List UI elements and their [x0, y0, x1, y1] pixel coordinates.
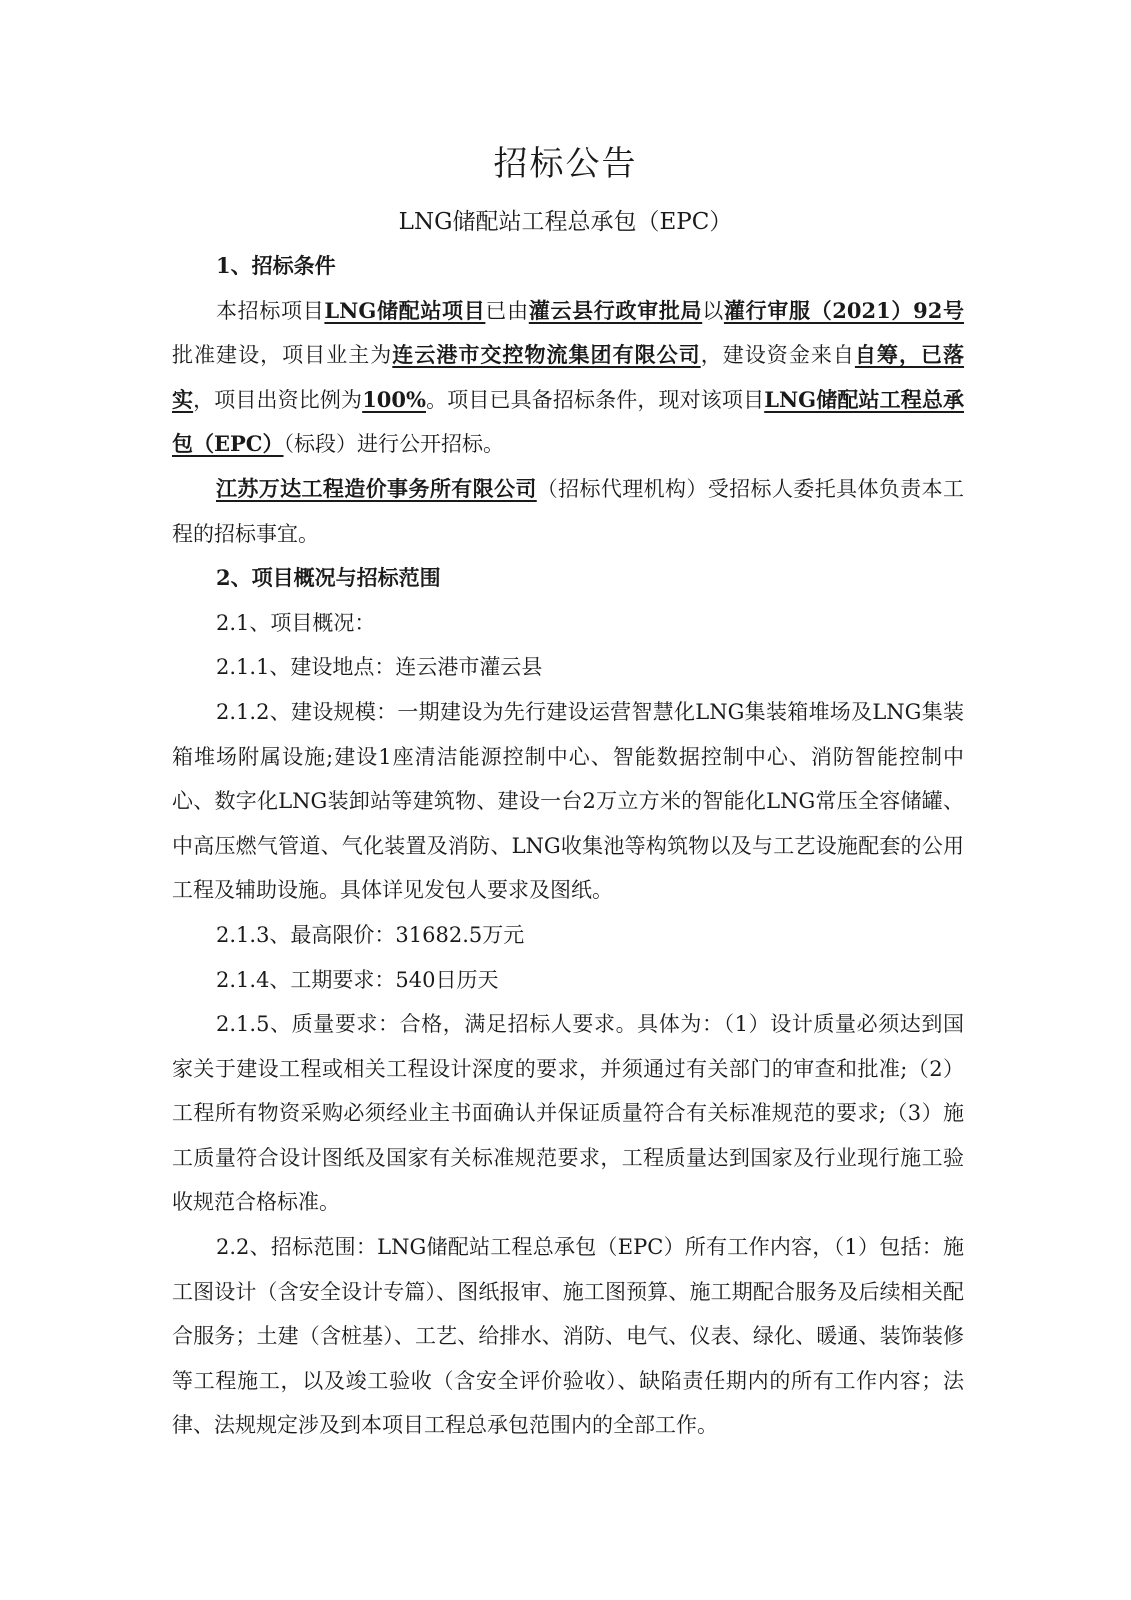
agency-name: 江苏万达工程造价事务所有限公司: [216, 475, 537, 501]
paragraph-agency: [172, 467, 964, 556]
item-2-1-5: 2.1.5、质量要求：合格，满足招标人要求。具体为：（1）设计质量必须达到国家关于建设工程或相关工程设计深度的要求，并须通过有关部门的审查和批准;（2）工程所有物资采购必须经业主书面确认并保证质量符合有关标准规范的要求;（3）施工质量符合设计图纸及国家有关标准规范要求，工程质量达到国家及行业现行施工验收规范合格标准。: [172, 1012, 964, 1215]
text: （标段）进行公开招标。: [283, 432, 505, 457]
paragraph-bidding-conditions: [172, 289, 964, 467]
text: 以: [702, 298, 724, 323]
document-body: [172, 244, 964, 1448]
funding-ratio: 100%: [362, 386, 426, 412]
project-owner: 连云港市交控物流集团有限公司: [392, 342, 701, 368]
project-name: LNG储配站项目: [324, 297, 486, 323]
item-2-2: 2.2、招标范围：LNG储配站工程总承包（EPC）所有工作内容，（1）包括：施工图设计（含安全设计专篇）、图纸报审、施工图预算、施工期配合服务及后续相关配合服务；土建（含桩基）、工艺、给排水、消防、电气、仪表、绿化、暖通、装饰装修等工程施工，以及竣工验收（含安全评价验收）、缺陷责任期内的所有工作内容；法律、法规规定涉及到本项目工程总承包范围内的全部工作。: [172, 1235, 964, 1438]
item-2-1-4: 2.1.4、工期要求：540日历天: [216, 967, 499, 992]
page-subtitle: LNG储配站工程总承包（EPC）: [398, 209, 733, 235]
section-1-heading: 1、招标条件: [216, 253, 336, 278]
item-2-1-2: 2.1.2、建设规模：一期建设为先行建设运营智慧化LNG集装箱堆场及LNG集装箱堆场附属设施;建设1座清洁能源控制中心、智能数据控制中心、消防智能控制中心、数字化LNG装卸站等建筑物、建设一台2万立方米的智能化LNG常压全容储罐、中高压燃气管道、气化装置及消防、LNG收集池等构筑物以及与工艺设施配套的公用工程及辅助设施。具体详见发包人要求及图纸。: [172, 699, 964, 903]
text: ，建设资金来自: [700, 343, 855, 368]
text: 本招标项目: [216, 298, 325, 323]
text: （招标代理机构）受招标人委托具体负责本工程的招标事宜。: [172, 476, 964, 546]
approval-authority: 灌云县行政审批局: [528, 297, 703, 323]
item-2-1-3: 2.1.3、最高限价：31682.5万元: [216, 922, 525, 947]
text: 已由: [485, 298, 529, 323]
section-2-heading: 2、项目概况与招标范围: [216, 565, 441, 591]
funding-source: 自筹，已落实: [172, 342, 965, 412]
item-2-1: 2.1、项目概况：: [216, 610, 376, 635]
text: 批准建设，项目业主为: [172, 343, 393, 368]
page-title: 招标公告: [493, 144, 638, 184]
approval-number: 灌行审服（2021）92号: [723, 297, 965, 323]
text: ，项目出资比例为: [193, 387, 363, 412]
tender-section-name: LNG储配站工程总承包（EPC）: [172, 386, 965, 457]
text: 。项目已具备招标条件，现对该项目: [425, 387, 765, 412]
item-2-1-1: 2.1.1、建设地点：连云港市灌云县: [216, 655, 543, 680]
